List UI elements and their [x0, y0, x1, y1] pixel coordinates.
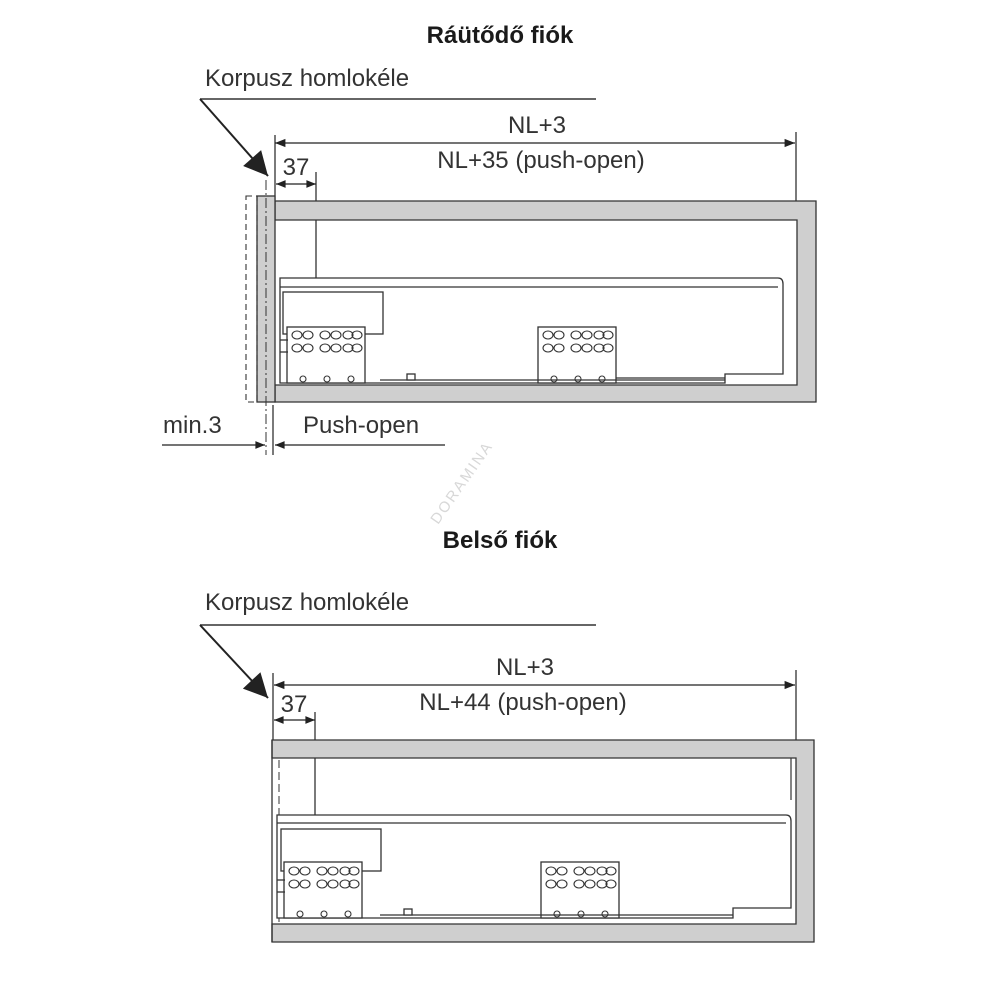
top-dim-pushopen-label: Push-open — [303, 412, 420, 439]
watermark: DORAMINA — [427, 438, 497, 528]
diagram-bottom-title: Belső fiók — [442, 527, 558, 554]
top-front-dashed — [246, 196, 257, 402]
diagram-top — [162, 22, 816, 455]
bottom-reference-label: Korpusz homlokéle — [205, 589, 410, 616]
top-dim-min: min.3 — [163, 412, 222, 439]
bottom-dim-offset: 37 — [280, 691, 308, 718]
top-front-panel — [257, 196, 275, 402]
bottom-dim-pushopen: NL+44 (push-open) — [419, 689, 627, 716]
bottom-dim-main: NL+3 — [495, 654, 555, 681]
diagram-top-title: Ráütődő fiók — [426, 22, 574, 49]
diagram-bottom — [200, 527, 814, 942]
top-dim-main: NL+3 — [507, 112, 567, 139]
top-dim-offset: 37 — [282, 154, 310, 181]
top-runner — [280, 278, 783, 383]
top-reference-label: Korpusz homlokéle — [205, 65, 410, 92]
top-dim-pushopen: NL+35 (push-open) — [437, 147, 645, 174]
